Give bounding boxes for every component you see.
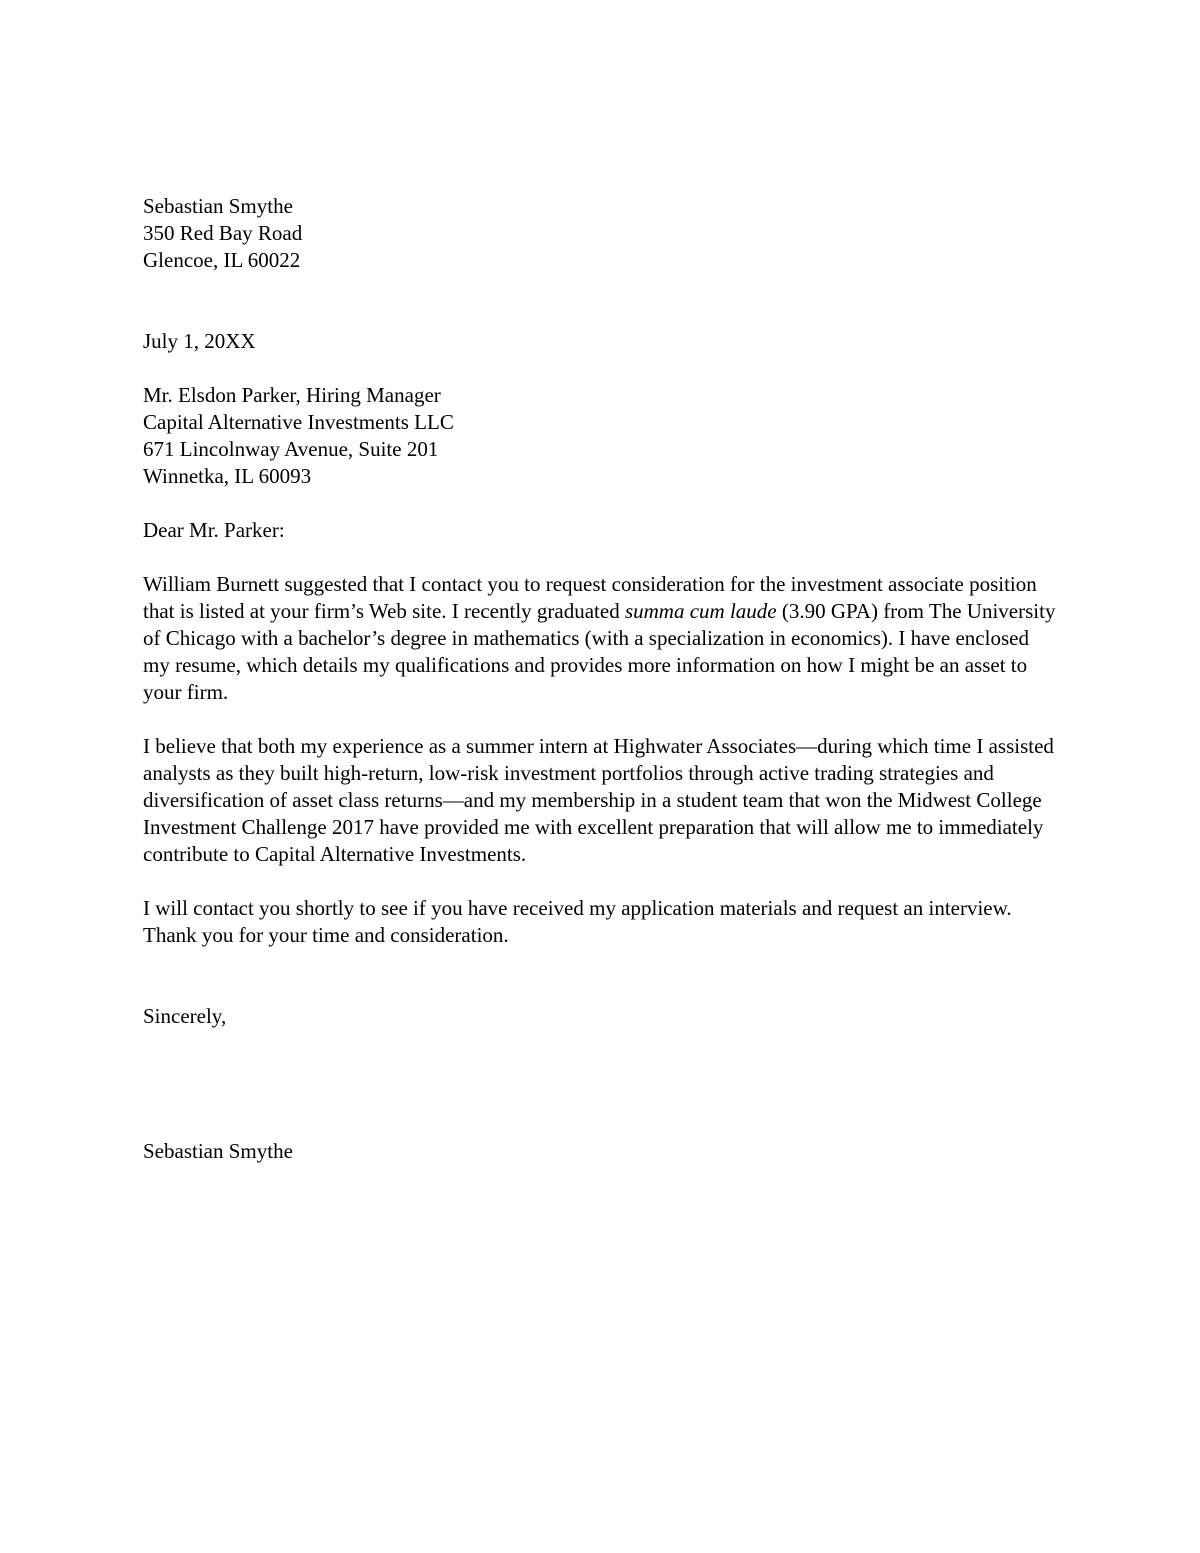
sender-name: Sebastian Smythe bbox=[143, 194, 293, 218]
paragraph-1-text-before-italic: William Burnett suggested that I contact you to request consideration for the investment associate position that is listed at your firm’s Web site. I recently graduated bbox=[143, 572, 1037, 623]
letter-date: July 1, 20XX bbox=[143, 329, 256, 353]
recipient-city-state-zip: Winnetka, IL 60093 bbox=[143, 464, 312, 488]
paragraph-1-text-after-italic: (3.90 GPA) from The University of Chicago with a bachelor’s degree in mathematics (with a specialization in economics). I have enclosed my resume, which details my qualifications and provides more information on how I might be an asset to your firm. bbox=[143, 599, 1056, 704]
sender-street: 350 Red Bay Road bbox=[143, 221, 303, 245]
salutation: Dear Mr. Parker: bbox=[143, 518, 285, 542]
body-paragraph-3: I will contact you shortly to see if you have received my application materials and request an interview. Thank you for your time and consideration. bbox=[143, 896, 1012, 947]
body-paragraph-1 bbox=[143, 571, 1060, 706]
recipient-street: 671 Lincolnway Avenue, Suite 201 bbox=[143, 437, 439, 461]
signature-name: Sebastian Smythe bbox=[143, 1139, 293, 1163]
recipient-company: Capital Alternative Investments LLC bbox=[143, 410, 454, 434]
body-paragraph-2: I believe that both my experience as a summer intern at Highwater Associates—during which time I assisted analysts as they built high-return, low-risk investment portfolios through active trading strategies and diversification of asset class returns—and my membership in a student team that won the Midwest College Investment Challenge 2017 have provided me with excellent preparation that will allow me to immediately contribute to Capital Alternative Investments. bbox=[143, 734, 1054, 866]
paragraph-1-italic-phrase: summa cum laude bbox=[624, 599, 777, 623]
recipient-name-title: Mr. Elsdon Parker, Hiring Manager bbox=[143, 383, 441, 407]
recipient-address-block bbox=[143, 382, 1060, 490]
sender-address-block bbox=[143, 193, 1060, 274]
sender-city-state-zip: Glencoe, IL 60022 bbox=[143, 248, 301, 272]
closing: Sincerely, bbox=[143, 1004, 227, 1028]
